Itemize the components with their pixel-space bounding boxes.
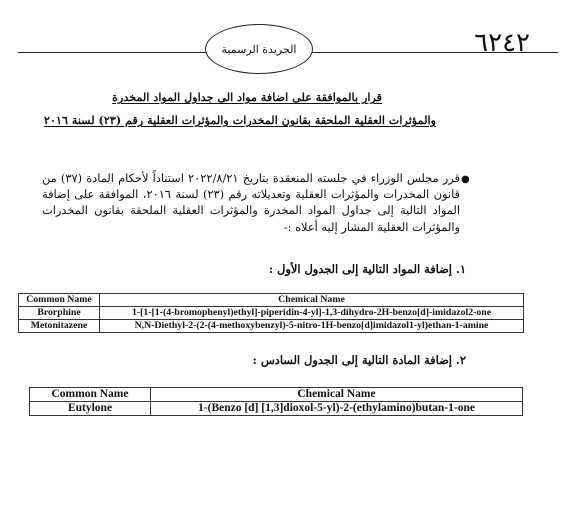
chemical-name-cell: 1-(Benzo [d] [1,3]dioxol-5-yl)-2-(ethylamino)butan-1-one [151, 402, 523, 416]
section-2-heading: ٢. إضافة المادة التالية إلى الجدول السادس : [252, 353, 466, 367]
common-name-cell: Brorphine [19, 307, 100, 320]
common-name-cell: Eutylone [30, 402, 151, 416]
table-row [30, 402, 523, 416]
schedule-1-table [18, 293, 524, 333]
page-number: ٦٢٤٢ [474, 28, 530, 58]
title-line-2: والمؤثرات العقلية الملحقة بقانون المخدرات والمؤثرات العقلية رقم (٢٣) لسنة ٢٠١٦ [43, 113, 436, 127]
schedule-6-table [29, 387, 523, 416]
table-row [19, 307, 524, 320]
column-header-common-name: Common Name [19, 294, 100, 307]
column-header-common-name: Common Name [30, 388, 151, 402]
gazette-name-oval [205, 24, 313, 74]
decision-paragraph: قرر مجلس الوزراء في جلسته المنعقدة بتاريخ ٢٠٢٢/٨/٢١ استناداً لأحكام المادة (٣٧) من قانون المخدرات والمؤثرات العقلية وتعديلاته رقم (٢٣) لسنة ٢٠١٦، الموافقة على إضافة المواد التالية إلى جداول المواد المخدرة والمؤثرات العقلية الملحقة بقانون المخدرات والمؤثرات العقلية المشار إليه أعلاه :- [42, 171, 460, 234]
column-header-chemical-name: Chemical Name [151, 388, 523, 402]
table-row [19, 320, 524, 333]
title-line-1: قرار بالموافقة على اضافة مواد الى جداول المواد المخدرة [112, 90, 382, 104]
table-header-row [30, 388, 523, 402]
chemical-name-cell: N,N-Diethyl-2-(2-(4-methoxybenzyl)-5-nitro-1H-benzo[d]imidazol1-yl)ethan-1-amine [100, 320, 524, 333]
common-name-cell: Metonitazene [19, 320, 100, 333]
section-1-heading: ١. إضافة المواد التالية إلى الجدول الأول : [268, 262, 466, 276]
table-header-row [19, 294, 524, 307]
gazette-name: الجريدة الرسمية [221, 42, 297, 56]
chemical-name-cell: 1-[1-[1-(4-bromophenyl)ethyl]-piperidin-4-yl]-1,3-dihydro-2H-benzo[d]-imidazol2-one [100, 307, 524, 320]
column-header-chemical-name: Chemical Name [100, 294, 524, 307]
bullet-icon: ● [461, 174, 470, 185]
